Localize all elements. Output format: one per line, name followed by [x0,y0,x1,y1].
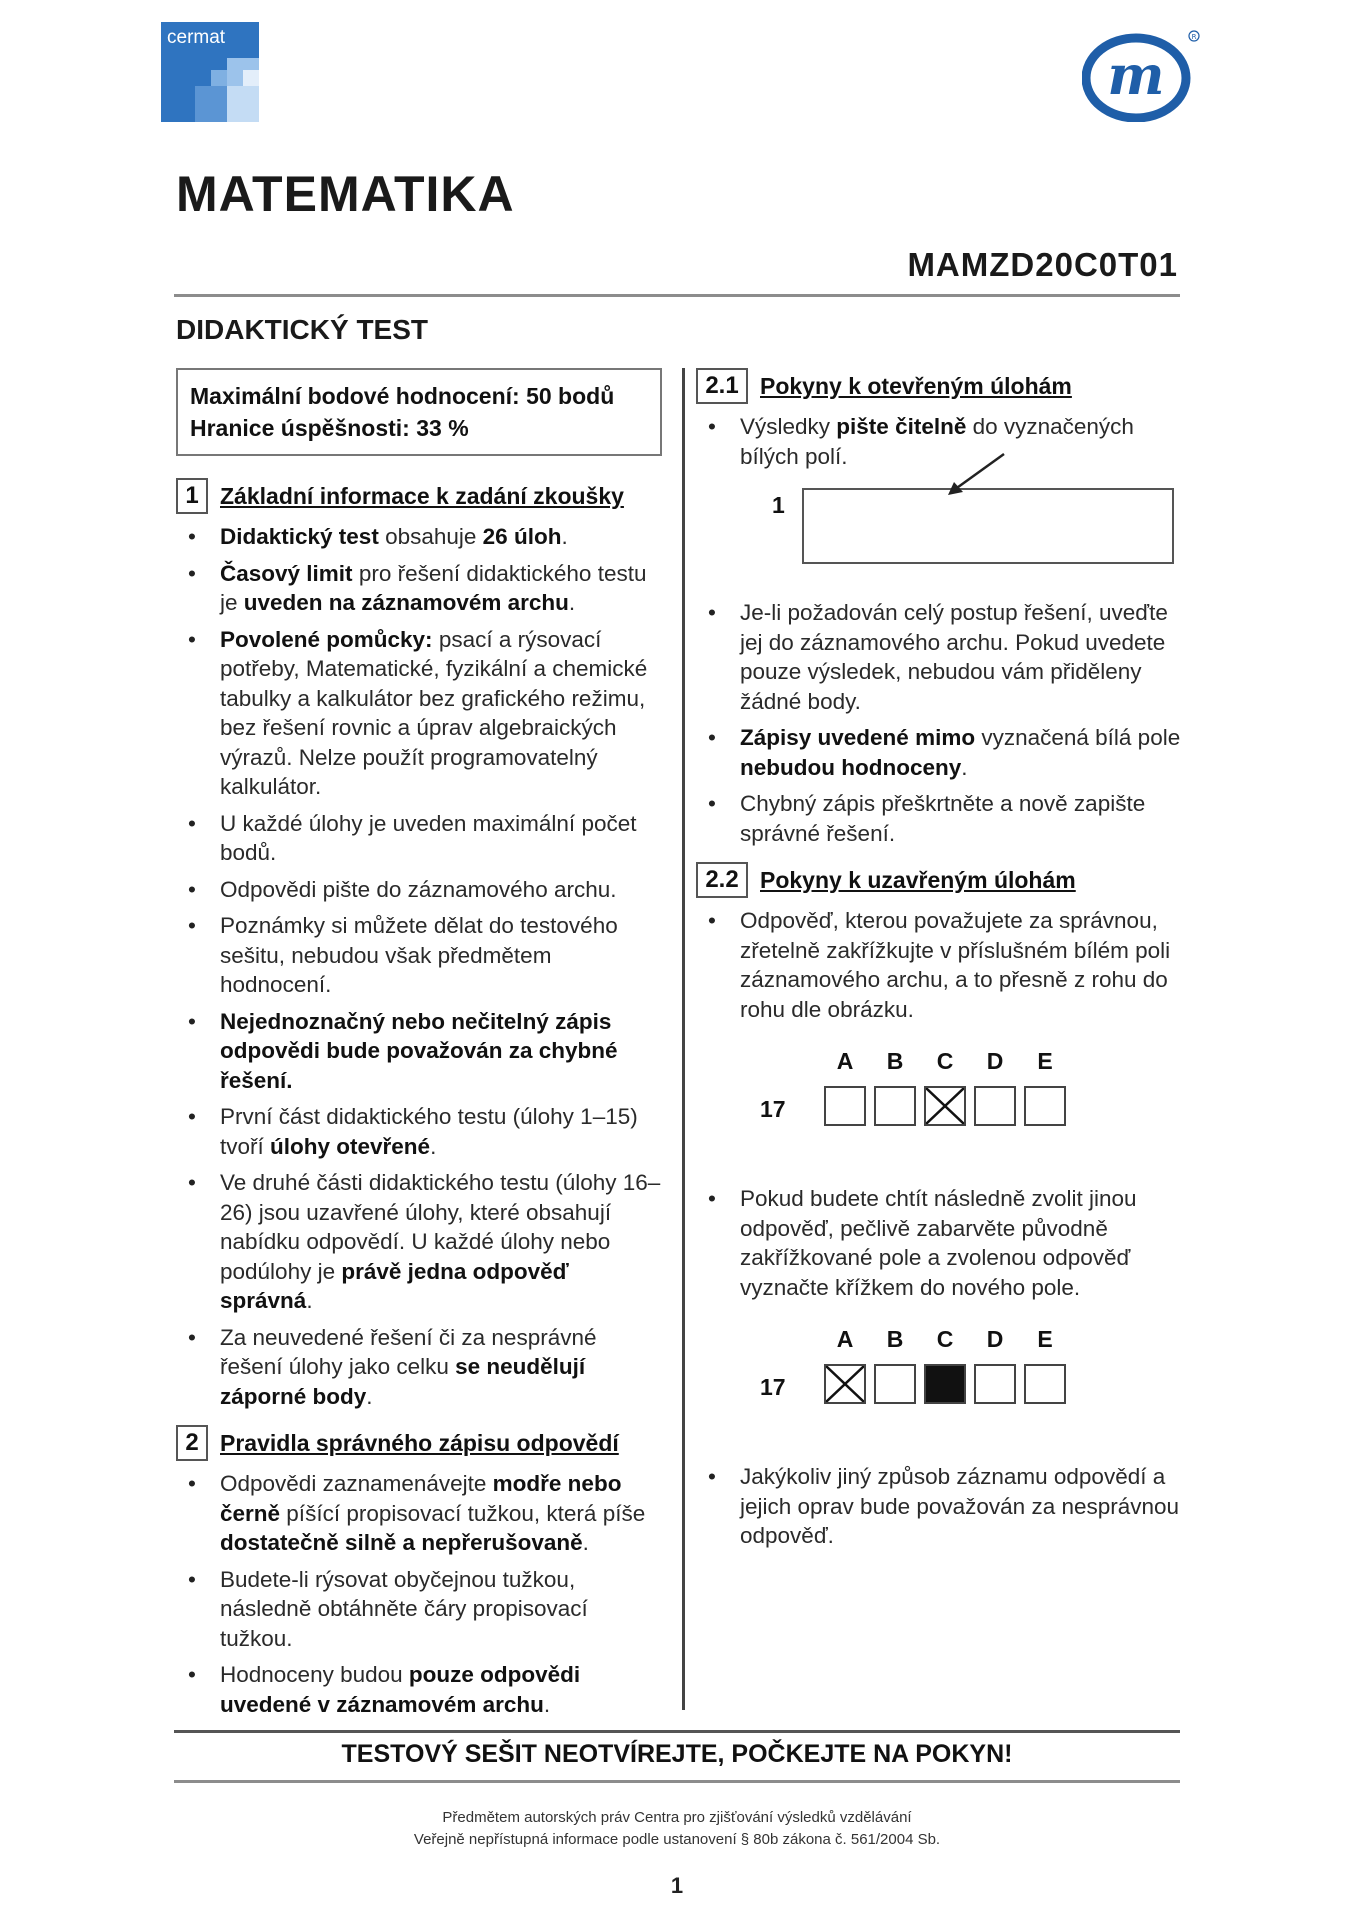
section-1-title: Základní informace k zadání zkoušky [220,482,624,509]
answer-grid-example-2 [696,1326,1182,1446]
section-2-2-first-list [696,906,1182,1024]
option-letter: E [1037,1326,1053,1352]
page-title: MATEMATIKA [176,166,515,222]
empty-checkbox [1024,1086,1066,1126]
option-letter: A [836,1048,854,1074]
section-2-heading [176,1425,662,1461]
text: . [366,1383,373,1409]
text: . [568,590,576,615]
section-1-list [176,522,662,1411]
text: . [582,1530,589,1555]
text: . [561,524,568,549]
text: Za neuvedené řešení či za nesprávné řešení úlohy jako celku [220,1324,597,1379]
text: Odpověď, kterou považujete za správnou, zřetelně zakřížkujte v příslušném bílém poli záznamového archu, a to přesně z rohu do rohu dle obrázku. [740,908,1171,1022]
threshold-label: Hranice úspěšnosti: 33 % [190,415,469,441]
section-2-1-heading [696,368,1182,404]
text: Poznámky si můžete dělat do testového sešitu, nebudou však předmětem hodnocení. [220,913,618,997]
text: Ve druhé části didaktického testu (úlohy 16–26) jsou uzavřené úlohy, které obsahují nabídku odpovědí. U každé úlohy nebo podúlohy je [220,1170,661,1284]
do-not-open-notice: TESTOVÝ SEŠIT NEOTVÍREJTE, POČKEJTE NA POKYN! [341,1740,1013,1768]
example-task-number: 1 [772,492,785,518]
section-2-1-title: Pokyny k otevřeným úlohám [760,372,1072,399]
text: Odpovědi pište do záznamového archu. [220,876,617,902]
list-item [176,1565,662,1654]
section-2-2-second-list [696,1184,1182,1302]
filled-checkbox [924,1364,966,1404]
bold-text: právě jedna odpověď správná [220,1258,569,1313]
empty-checkbox [824,1086,866,1126]
answer-grid-example-1 [696,1048,1182,1168]
empty-checkbox [974,1364,1016,1404]
m-logo-icon [1082,26,1202,122]
text: . [306,1288,313,1313]
option-letter: E [1037,1048,1053,1074]
text: . [430,1133,437,1159]
text: pro řešení didaktického testu je [220,560,647,615]
list-item [176,809,662,868]
column-divider [682,368,685,1710]
crossed-checkbox [924,1086,966,1126]
text: Budete-li rýsovat obyčejnou tužkou, následně obtáhněte čáry propisovací tužkou. [220,1566,588,1651]
cross-mark-icon [926,1088,964,1124]
test-code: MAMZD20C0T01 [907,246,1178,283]
section-2-1-first-list [696,412,1182,471]
copyright-notice [174,1807,1180,1851]
list-item [176,1007,662,1096]
option-letter: C [936,1326,954,1352]
text: píšící propisovací tužkou, která píše [280,1500,646,1526]
bold-text: 26 úloh [482,524,562,549]
section-2-2-third-list [696,1462,1182,1551]
bold-text: Nejednoznačný nebo nečitelný zápis odpovědi bude považován za chybné řešení. [220,1008,618,1093]
text: Hodnoceny budou [220,1662,409,1687]
cermat-logo-text: cermat [167,27,226,48]
bold-text: úlohy otevřené [270,1133,431,1159]
text: obsahuje [378,524,483,549]
svg-text:m: m [1107,43,1165,107]
page-number: 1 [670,1873,684,1898]
bold-text: uveden na záznamovém archu [243,590,569,615]
text: vyznačená bílá pole [975,725,1181,750]
test-subtitle: DIDAKTICKÝ TEST [176,314,428,345]
text: psací a rýsovací potřeby, Matematické, fyzikální a chemické tabulky a kalkulátor bez grafického režimu, bez řešení rovnic a úprav algebraických výrazů. Nelze použít programovatelný kalkulátor. [220,626,648,799]
grid-letters [820,1048,1070,1075]
list-item [696,1184,1182,1302]
bold-text: Zápisy uvedené mimo [740,725,976,750]
section-1-heading [176,478,662,514]
empty-checkbox [874,1364,916,1404]
cross-mark-icon [826,1366,864,1402]
list-item [176,1660,662,1719]
list-item [696,789,1182,848]
grid-task-number: 17 [760,1096,786,1122]
bold-text: Povolené pomůcky: [220,626,433,652]
bold-text: Didaktický test [220,524,379,549]
section-2-title: Pravidla správného zápisu odpovědí [220,1429,619,1456]
section-2-1-list [696,598,1182,848]
footer-bottom-rule [174,1780,1180,1783]
section-2-number: 2 [176,1425,208,1461]
arrow-icon [942,450,1012,500]
option-letter: C [936,1048,954,1074]
text: Jakýkoliv jiný způsob záznamu odpovědí a jejich oprav bude považován za nesprávnou odpověď. [740,1464,1180,1548]
section-2-2-heading [696,862,1182,898]
grid-boxes [824,1086,1074,1126]
section-1-number: 1 [176,478,208,514]
right-column [696,368,1182,1558]
section-2-1-number: 2.1 [696,368,748,404]
svg-text:R: R [1191,33,1197,41]
bold-text: modře nebo černě [220,1471,622,1526]
header-divider [174,294,1180,297]
bold-text: se neudělují záporné body [220,1354,586,1409]
text: Pokud budete chtít následně zvolit jinou odpověď, pečlivě zabarvěte původně zakřížkované pole a zvolenou odpověď vyznačte křížkem do nového pole. [740,1186,1137,1300]
section-2-2-title: Pokyny k uzavřeným úlohám [760,866,1076,893]
empty-checkbox [974,1086,1016,1126]
empty-checkbox [874,1086,916,1126]
grid-task-number: 17 [760,1374,786,1400]
list-item [696,906,1182,1024]
list-item [176,875,662,905]
list-item [176,1469,662,1558]
score-box [176,368,662,456]
text: . [961,754,968,780]
section-2-2-number: 2.2 [696,862,748,898]
text: Je-li požadován celý postup řešení, uveďte jej do záznamového archu. Pokud uvedete pouze výsledek, nebudou vám přiděleny žádné body. [740,600,1168,714]
text: Chybný zápis přeškrtněte a nově zapište správné řešení. [740,791,1146,846]
option-letter: B [886,1048,904,1074]
bold-text: pouze odpovědi uvedené v záznamovém archu [220,1662,581,1717]
list-item [176,1168,662,1316]
list-item [176,911,662,1000]
bold-text: dostatečně silně a nepřerušovaně [220,1530,583,1555]
list-item [176,559,662,618]
text: U každé úlohy je uveden maximální počet bodů. [220,810,637,865]
bold-text: nebudou hodnoceny [740,754,962,780]
option-letter: A [836,1326,854,1352]
bold-text: pište čitelně [836,414,967,439]
empty-checkbox [1024,1364,1066,1404]
grid-boxes [824,1364,1074,1404]
list-item [696,598,1182,716]
list-item [696,1462,1182,1551]
text: Výsledky [740,414,837,439]
footer-top-rule [174,1730,1180,1733]
text: do vyznačených bílých polí. [740,414,1134,469]
cermat-logo [161,22,259,122]
copyright-line-2: Veřejně nepřístupná informace podle ustanovení § 80b zákona č. 561/2004 Sb. [413,1831,941,1848]
section-2-list [176,1469,662,1719]
bold-text: Časový limit [220,560,353,586]
list-item [176,625,662,802]
list-item [176,1102,662,1161]
option-letter: D [986,1326,1004,1352]
text: . [543,1691,551,1717]
option-letter: B [886,1326,904,1352]
option-letter: D [986,1048,1004,1074]
list-item [696,723,1182,782]
left-column [176,368,662,1726]
text: Odpovědi zaznamenávejte [220,1471,493,1496]
copyright-line-1: Předmětem autorských práv Centra pro zjišťování výsledků vzdělávání [442,1809,912,1826]
grid-letters [820,1326,1070,1353]
text: První část didaktického testu (úlohy 1–15) tvoří [220,1104,638,1159]
list-item [176,522,662,552]
list-item [696,412,1182,471]
crossed-checkbox [824,1364,866,1404]
list-item [176,1323,662,1412]
max-score-label: Maximální bodové hodnocení: 50 bodů [190,383,615,409]
answer-field-example [696,478,1182,590]
